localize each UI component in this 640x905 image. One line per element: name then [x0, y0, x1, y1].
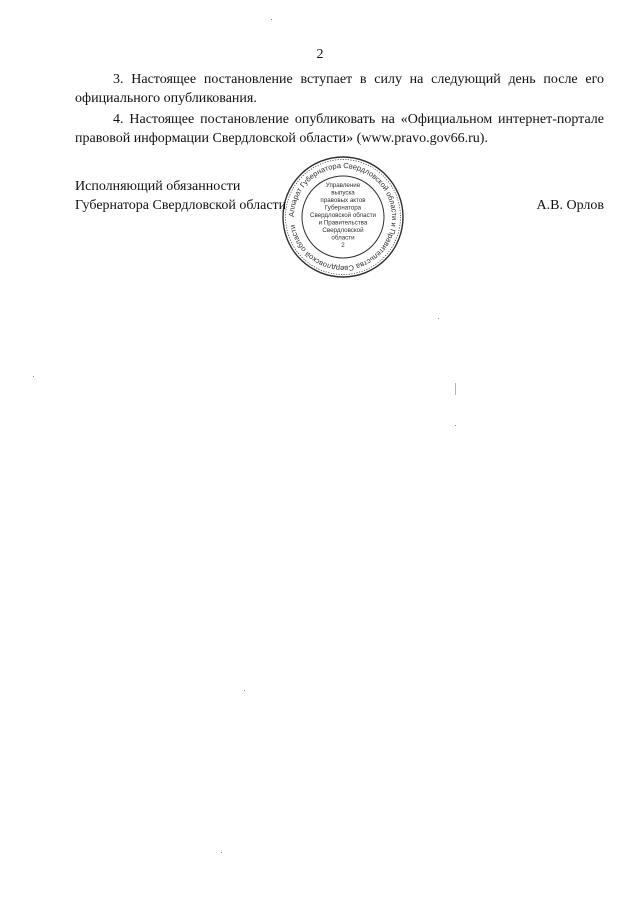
paragraph-4: 4. Настоящее постановление опубликовать на «Официальном интернет-портале правовой информации Свердловской области» (www.pravo.gov66.ru).	[75, 112, 604, 146]
scan-speck	[221, 852, 222, 853]
signatory-name: А.В. Орлов	[536, 198, 604, 213]
seal-center-line-1: Управление	[325, 182, 361, 189]
scan-speck	[244, 690, 245, 691]
document-body	[75, 70, 604, 150]
signatory-title-line-2: Губернатора Свердловской области	[75, 198, 287, 213]
paragraph-3: 3. Настоящее постановление вступает в силу на следующий день после его официального опубликования.	[75, 72, 604, 106]
seal-center-line-3: правовых актов	[320, 197, 366, 204]
seal-center-line-2: выпуска	[331, 189, 355, 197]
seal-center-line-5: Свердловской области	[309, 212, 377, 219]
seal-graphic	[280, 154, 406, 280]
scan-speck	[455, 383, 456, 395]
seal-center-line-9: 2	[341, 242, 345, 249]
signatory-title	[75, 177, 286, 215]
seal-center-line-8: области	[331, 234, 355, 242]
signatory-title-line-1: Исполняющий обязанности	[75, 179, 241, 194]
official-seal	[280, 154, 406, 280]
scan-speck	[271, 19, 272, 20]
scan-speck	[455, 425, 456, 426]
seal-ring-text: Аппарат Губернатора Свердловской области и Правительства Свердловской области	[286, 160, 400, 274]
seal-center-line-6: и Правительства	[318, 219, 368, 227]
seal-center-line-4: Губернатора	[324, 204, 362, 212]
seal-center-text	[310, 182, 377, 249]
seal-center-line-7: Свердловской	[322, 227, 364, 234]
page-number: 2	[316, 47, 324, 62]
scan-speck	[438, 318, 439, 319]
scan-speck	[33, 376, 34, 377]
